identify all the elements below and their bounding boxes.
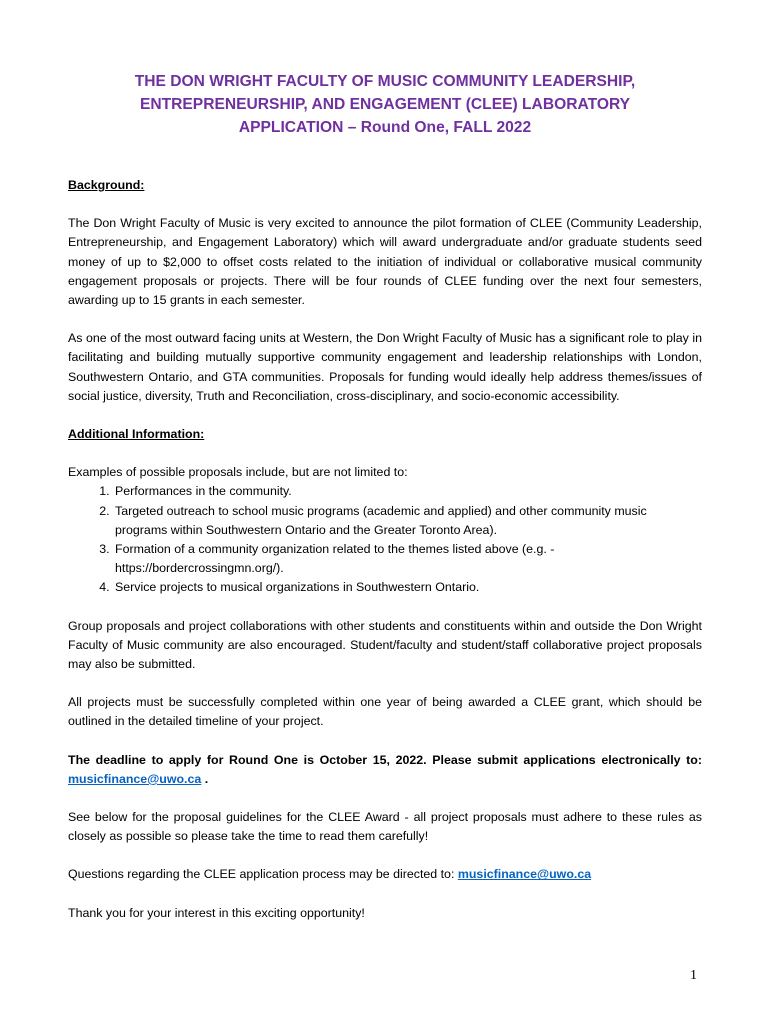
group-proposals-paragraph: Group proposals and project collaborations with other students and constituents within and outside the Don Wright Faculty of Music community are also encouraged. Student/faculty and student/staff collaborative project proposals may also be submitted. bbox=[68, 618, 702, 672]
list-item: 2. Targeted outreach to school music programs (academic and applied) and other community music programs within Southwestern Ontario and the Greater Toronto Area). bbox=[113, 502, 702, 540]
document-title bbox=[60, 70, 710, 139]
thanks-paragraph: Thank you for your interest in this exciting opportunity! bbox=[68, 905, 365, 920]
background-heading: Background: bbox=[68, 178, 145, 192]
deadline-end: . bbox=[201, 771, 209, 786]
page-number: 1 bbox=[690, 968, 697, 983]
questions-email-link[interactable]: musicfinance@uwo.ca bbox=[457, 867, 592, 882]
document-body bbox=[68, 176, 702, 923]
examples-intro: Examples of possible proposals include, but are not limited to: bbox=[68, 465, 408, 480]
title-line-1: THE DON WRIGHT FACULTY OF MUSIC COMMUNITY LEADERSHIP, bbox=[134, 73, 636, 90]
examples-list bbox=[68, 482, 702, 597]
additional-info-heading: Additional Information: bbox=[68, 427, 205, 442]
projects-timeline-paragraph: All projects must be successfully completed within one year of being awarded a CLEE grant, which should be outlined in the detailed timeline of your project. bbox=[68, 695, 702, 729]
list-item: 1. Performances in the community. bbox=[113, 482, 702, 501]
background-paragraph-2: As one of the most outward facing units at Western, the Don Wright Faculty of Music has a significant role to play in facilitating and building mutually supportive community engagement and leadership relationships with London, Southwestern Ontario, and GTA communities. Proposals for funding would ideally help address themes/issues of social justice, diversity, Truth and Reconciliation, cross-disciplinary, and socio-economic accessibility. bbox=[68, 331, 702, 403]
title-line-2: ENTREPRENEURSHIP, AND ENGAGEMENT (CLEE) LABORATORY bbox=[139, 96, 631, 113]
questions-text: Questions regarding the CLEE application process may be directed to: bbox=[68, 867, 458, 882]
deadline-text: The deadline to apply for Round One is October 15, 2022. Please submit applications electronically to: bbox=[68, 752, 702, 767]
background-paragraph-1: The Don Wright Faculty of Music is very excited to announce the pilot formation of CLEE (Community Leadership, Entrepreneurship, and Engagement Laboratory) which will award undergraduate and/or graduate students seed money of up to $2,000 to offset costs related to the initiation of individual or collaborative musical community engagement proposals or projects. There will be four rounds of CLEE funding over the next four semesters, awarding up to 15 grants in each semester. bbox=[68, 216, 702, 308]
list-item: 3. Formation of a community organization related to the themes listed above (e.g. - https://bordercrossingmn.org/). bbox=[113, 540, 702, 578]
questions-paragraph bbox=[68, 865, 702, 884]
list-item: 4. Service projects to musical organizations in Southwestern Ontario. bbox=[113, 578, 702, 597]
title-line-3: APPLICATION – Round One, FALL 2022 bbox=[238, 119, 532, 136]
guidelines-paragraph: See below for the proposal guidelines for the CLEE Award - all project proposals must adhere to these rules as closely as possible so please take the time to read them carefully! bbox=[68, 810, 702, 844]
deadline-email-link[interactable]: musicfinance@uwo.ca bbox=[68, 771, 202, 786]
deadline-paragraph bbox=[68, 751, 702, 789]
